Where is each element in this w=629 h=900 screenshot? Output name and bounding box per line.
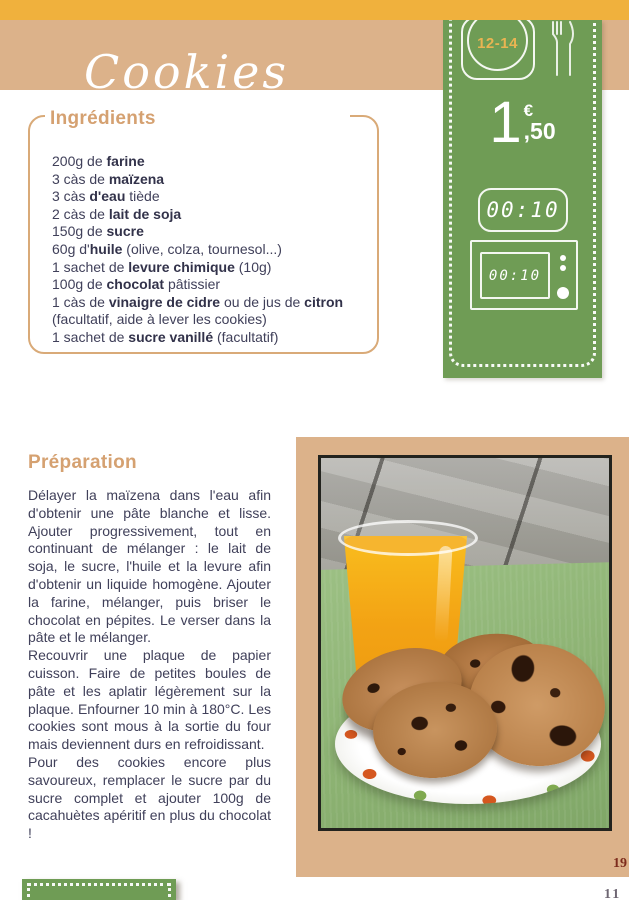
photo-glass-rim	[338, 520, 478, 556]
oven-knob-small	[560, 255, 566, 261]
top-accent-bar	[0, 0, 629, 20]
dotted-border	[27, 883, 171, 900]
price-euros: 1	[489, 90, 522, 155]
recipe-title: Cookies	[84, 45, 289, 99]
price-cents: ,50	[523, 118, 556, 144]
ingredients-heading: Ingrédients	[50, 108, 156, 129]
price	[443, 90, 602, 155]
oven-screen	[480, 252, 550, 299]
ingredients-list	[52, 153, 369, 347]
preparation-heading: Préparation	[28, 452, 137, 473]
oven-knob-large	[557, 287, 569, 299]
photo-block	[296, 437, 629, 877]
ingredient-line: 3 càs d'eau tiède	[52, 188, 160, 205]
ingredient-line: 100g de chocolat pâtissier	[52, 276, 221, 293]
ingredient-line: 3 càs de maïzena	[52, 170, 165, 187]
fork-knife-icon	[549, 20, 575, 78]
page-number: 19	[613, 856, 627, 871]
ingredient-line: (facultatif, aide à lever les cookies)	[52, 311, 267, 328]
ingredient-line: 1 sachet de levure chimique (10g)	[52, 258, 272, 275]
euro-sign: €	[523, 101, 534, 120]
ingredient-line: 60g d'huile (olive, colza, tournesol...)	[52, 240, 282, 257]
recipe-info-banner	[443, 20, 602, 378]
preparation-text	[28, 487, 271, 843]
ingredient-line: 2 càs de lait de soja	[52, 205, 182, 222]
digital-timer-icon	[478, 188, 568, 232]
oven-knob-small	[560, 265, 566, 271]
plate-icon	[461, 20, 535, 80]
preparation-section	[28, 452, 271, 843]
plate-circle	[467, 20, 528, 71]
recipe-photo	[318, 455, 612, 831]
ingredients-box	[28, 108, 379, 354]
oven-time-value: 00:10	[488, 267, 542, 284]
next-page-number: 11	[604, 887, 622, 900]
ingredient-line: 150g de sucre	[52, 223, 144, 240]
preparation-paragraph: Pour des cookies encore plus savoureux, remplacer le sucre par du sucre complet et ajouter 100g de cacahuètes apéritif en plus du chocolat !	[28, 753, 271, 842]
bottom-green-tab	[22, 879, 176, 900]
preparation-paragraph: Délayer la maïzena dans l'eau afin d'obtenir une pâte blanche et lisse. Ajouter progressivement, tout en continuant de mélanger : le lait de soja, le sucre, l'huile et la levure afin d'obtenir un liquide homogène. Ajouter la farine, mélanger, puis briser le chocolat en pépites. Le verser dans la pâte et le mélanger.	[28, 487, 271, 646]
ingredient-line: 1 càs de vinaigre de cidre ou de jus de citron	[52, 293, 344, 310]
preparation-paragraph: Recouvrir une plaque de papier cuisson. Faire de petites boules de pâte et les aplatir légèrement sur la plaque. Enfourner 10 min à 180°C. Les cookies sont mous à la sortie du four mais deviennent durs en refroidissant.	[28, 647, 271, 753]
oven-icon	[470, 240, 578, 310]
servings-count: 12-14	[477, 35, 518, 52]
ingredient-line: 1 sachet de sucre vanillé (facultatif)	[52, 328, 279, 345]
ingredient-line: 200g de farine	[52, 153, 145, 169]
prep-time-value: 00:10	[486, 198, 560, 222]
